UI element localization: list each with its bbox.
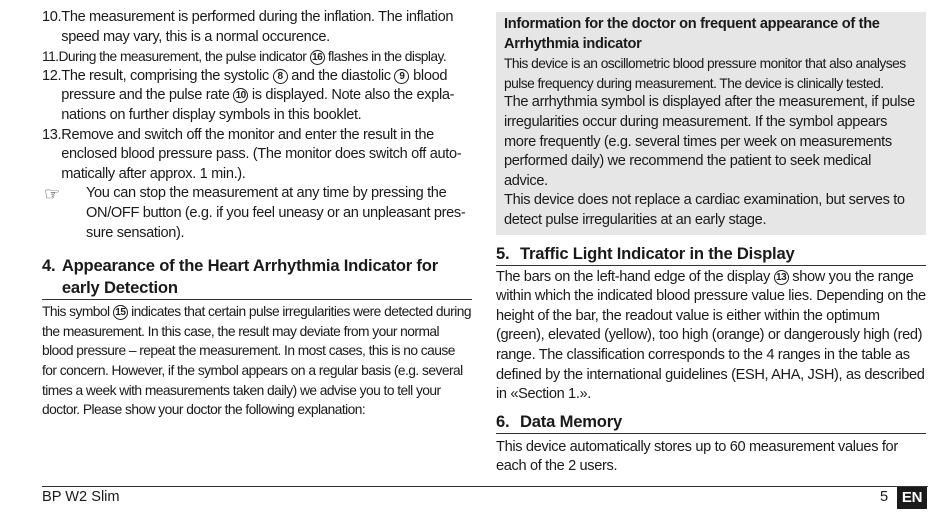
doctor-info-text: The arrhythmia symbol is displayed after the measurement, if pulse irregularities occur during measurement. If the symbol appears more frequently (e.g. several times per week on measurements performed daily) we recommend the patient to seek medical advice. [504,94,915,189]
doctor-info-text: This device is an oscillometric blood pressure monitor that also analyses pulse frequency during measurement. The device is clinically tested. [504,56,906,91]
pointing-hand-icon: ☞ [44,184,60,205]
tip-note [42,184,472,243]
reference-circle: 8 [273,69,288,84]
tip-text: You can stop the measurement at any time by pressing the ON/OFF button (e.g. if you feel uneasy or an unpleasant pres-sure sensation). [86,185,466,241]
section-4-text: This symbol 15 indicates that certain pulse irregularities were detected during the measurement. In this case, the result may deviate from your normal blood pressure – repeat the measurement. In most cases, this is no cause for concern. However, if the symbol appears on a regular basis (e.g. several times a week with measurements taken daily) we advise you to tell your doctor. Please show your doctor the following explanation: [42,304,471,418]
list-item [42,126,472,185]
page-number: 5 [880,489,889,505]
list-number: 13. [42,126,62,143]
language-badge: EN [897,487,927,509]
reference-circle: 15 [113,305,128,320]
section-6-title: Data Memory [520,411,623,431]
list-text: Remove and switch off the monitor and enter the result in the enclosed blood pressure pass. (The monitor does switch off auto-matically after approx. 1 min.). [61,126,462,182]
list-number: 10. [42,9,62,25]
section-4-title: Appearance of the Heart Arrhythmia Indicator for early Detection [61,256,438,298]
list-item [42,8,472,47]
doctor-info-box [496,12,926,235]
list-text: The measurement is performed during the inflation. The inflation speed may vary, this is a normal occurence. [61,9,454,45]
reference-circle: 16 [310,50,325,65]
list-number: 12. [42,67,62,84]
footer-divider [42,486,928,487]
section-5-text: The bars on the left-hand edge of the display 13 show you the range within which the indicated blood pressure value lies. Depending on the height of the bar, the readout value is either within the optimum (green), elevated (yellow), too high (orange) or dangerously high (red) range. The classification corresponds to the 4 ranges in the table as defined by the international guidelines (ESH, AHA, JSH), as described in «Section 1.». [496,268,926,403]
list-number: 11. [42,49,59,65]
section-5-heading: 5. Traffic Light Indicator in the Display [496,243,926,266]
section-4-heading: 4. Appearance of the Heart Arrhythmia Indicator for early Detection [42,255,472,300]
list-item: 11. During the measurement, the pulse indicator 16 flashes in the display. [42,47,472,67]
section-6-text: This device automatically stores up to 60 measurement values for each of the 2 users. [496,438,898,475]
section-6-heading: 6. Data Memory [496,411,926,434]
doctor-info-title: Information for the doctor on frequent appearance of the Arrhythmia indicator [504,16,880,52]
section-5-title: Traffic Light Indicator in the Display [520,243,795,263]
right-column [496,12,926,477]
reference-circle: 13 [774,270,789,285]
reference-circle: 9 [394,69,409,84]
footer-product-name: BP W2 Slim [42,489,120,505]
doctor-info-text: This device does not replace a cardiac examination, but serves to detect pulse irregularities at an early stage. [504,192,905,228]
list-item: 12. The result, comprising the systolic 8 and the diastolic 9 blood pressure and the pulse rate 10 is displayed. Note also the expla-nations on further display symbols in this booklet. [42,67,472,126]
left-column [42,8,472,420]
reference-circle: 10 [233,88,248,103]
